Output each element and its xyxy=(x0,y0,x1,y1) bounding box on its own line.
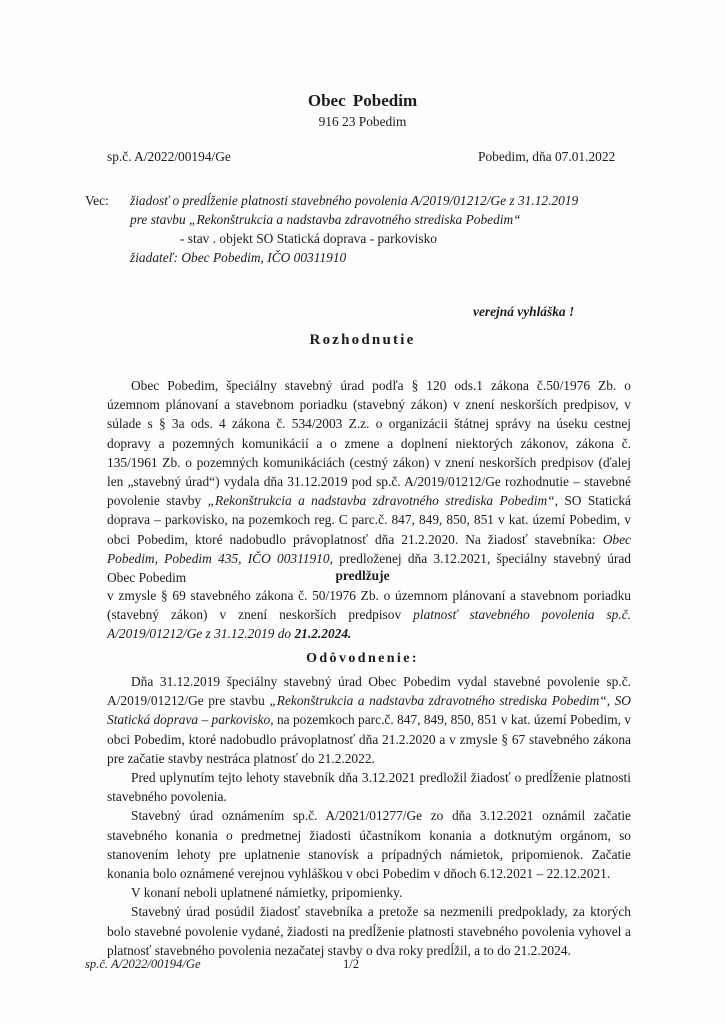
decision-text-part: v zmysle § 69 stavebného zákona č. 50/1976 Zb. o územnom plánovaní a stavebnom poriadku (stavebný zákon) v znení neskorších predpisov xyxy=(107,588,631,623)
decision-verb: predlžuje xyxy=(335,568,390,583)
reference-number: sp.č. A/2022/00194/Ge xyxy=(107,149,231,164)
public-notice-label: verejná vyhláška ! xyxy=(473,304,575,319)
subject-applicant: žiadateľ: Obec Pobedim, IČO 00311910 xyxy=(130,250,347,265)
reasoning-text-part: na pozemkoch parc.č. 847, 849, 850, 851 v kat. území Pobedim, v obci Pobedim, ktoré nadobudlo právoplatnosť dňa 21.2.2020 a v zmysle § 67 stavebného zákona pre začatie stavby nestráca platnosť do 21.2.2022. xyxy=(107,712,631,766)
subject-line-2: pre stavbu „Rekonštrukcia a nadstavba zdravotného strediska Pobedim“ xyxy=(130,212,521,227)
decision-text-part: Obec Pobedim, špeciálny stavebný úrad podľa § 120 ods.1 zákona č.50/1976 Zb. o územnom plánovaní a stavebnom poriadku (stavebný zákon) v znení neskorších predpisov, v súlade s § 3a ods. 4 zákona č. 534/2003 Z.z. o organizácii štátnej správy na úseku cestnej dopravy a pozemných komunikácií a o zmene a doplnení niektorých zákonov, zákona č. 135/1961 Zb. o pozemných komunikáciách (cestný zákon) v znení neskorších predpisov (ďalej len „stavebný úrad“) vydala dňa 31.12.2019 pod sp.č. A/2019/01212/Ge rozhodnutie – stavebné povolenie stavby xyxy=(107,378,631,509)
subject-line-1: žiadosť o predĺženie platnosti stavebného povolenia A/2019/01212/Ge z 31.12.2019 xyxy=(130,193,579,208)
reasoning-paragraph: Stavebný úrad oznámením sp.č. A/2021/01277/Ge zo dňa 3.12.2021 oznámil začatie stavebného konania o predmetnej žiadosti účastníkom konania a dotknutým orgánom, so stanovením lehoty pre uplatnenie stanovísk a prípadných námietok, pripomienok. Začatie konania bolo oznámené verejnou vyhláškou v obci Pobedim v dňoch 6.12.2021 – 22.12.2021. xyxy=(107,808,631,882)
decision-text-part: , SO Statická doprava – parkovisko, na pozemkoch reg. C parc.č. 847, 849, 850, 851 v kat. území Pobedim, v obci Pobedim, ktoré nadobudlo právoplatnosť dňa 21.2.2020. Na žiadosť stavebníka: xyxy=(107,493,631,547)
reasoning-paragraph: Pred uplynutím tejto lehoty stavebník dňa 3.12.2021 predložil žiadosť o predĺženie platnosti stavebného povolenia. xyxy=(107,770,631,805)
reasoning-paragraph: V konaní neboli uplatnené námietky, pripomienky. xyxy=(131,885,403,901)
decision-extension-paragraph xyxy=(107,586,631,644)
permit-validity: platnosť stavebného povolenia sp.č. A/2019/01212/Ge z 31.12.2019 do xyxy=(107,607,631,642)
footer-reference: sp.č. A/2022/00194/Ge xyxy=(85,957,201,971)
reasoning-text-part: Dňa 31.12.2019 špeciálny stavebný úrad Obec Pobedim vydal stavebné povolenie sp.č. A/2019/01212/Ge pre stavbu xyxy=(107,674,631,709)
document-title: Obec Pobedim xyxy=(307,91,418,110)
project-name: „Rekonštrukcia a nadstavba zdravotného strediska Pobedim“, SO Statická doprava – parkovisko, xyxy=(107,693,631,728)
subject-line-3: - stav . objekt SO Statická doprava - parkovisko xyxy=(180,231,437,246)
new-validity-date: 21.2.2024. xyxy=(294,626,352,642)
decision-heading: Rozhodnutie xyxy=(309,332,416,348)
subject-label: Vec: xyxy=(85,193,109,208)
reasoning-paragraph: Stavebný úrad posúdil žiadosť stavebníka a pretože sa nezmenili predpoklady, za ktorých bolo stavebné povolenie vydané, žiadosti na predĺženie platnosti stavebného povolenia vyhovel a platnosť stavebného povolenia nezačatej stavby o dva roky predĺžil, a to do 21.2.2024. xyxy=(107,904,631,958)
reasoning-body xyxy=(107,672,631,960)
reasoning-paragraph xyxy=(107,672,631,768)
project-name: „Rekonštrukcia a nadstavba zdravotného strediska Pobedim“ xyxy=(207,493,555,509)
page-number: 1/2 xyxy=(343,957,360,971)
decision-paragraph xyxy=(107,376,631,587)
reasoning-heading: Odôvodnenie: xyxy=(306,651,419,666)
issuer-address: 916 23 Pobedim xyxy=(318,114,407,129)
place-date: Pobedim, dňa 07.01.2022 xyxy=(478,149,616,164)
applicant-name: Obec Pobedim, Pobedim 435, IČO 00311910 xyxy=(107,531,631,566)
decision-text-part: , predloženej dňa 3.12.2021, špeciálny stavebný úrad Obec Pobedim xyxy=(107,550,631,586)
